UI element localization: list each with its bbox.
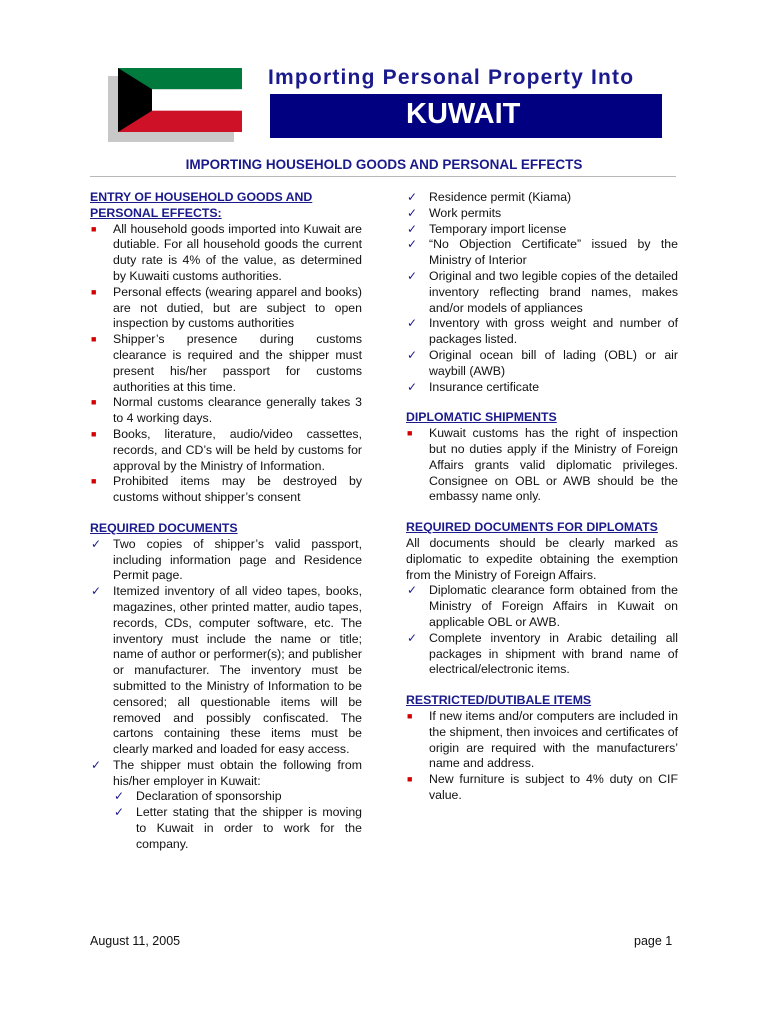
list-item: ■ Personal effects (wearing apparel and books) are not dutied, but are subject to open inspection by customs authorities [91, 284, 362, 331]
list-item: ✓ “No Objection Certificate” issued by the Ministry of Interior [407, 237, 678, 268]
list-item: ■ New furniture is subject to 4% duty on CIF value. [407, 772, 678, 802]
checkmark-icon: ✓ [407, 630, 418, 645]
list-item: ■ All household goods imported into Kuwait are dutiable. For all household goods the current duty rate is 4% of the value, as determined by Kuwaiti customs authorities. [91, 221, 362, 283]
bullet-square-icon: ■ [91, 223, 97, 234]
checkmark-icon: ✓ [91, 536, 102, 551]
checkmark-icon: ✓ [407, 583, 418, 598]
required-documents-list [90, 537, 362, 790]
diplomats-intro: All documents should be clearly marked as diplomatic to expedite obtaining the exemption from the Ministry of Foreign Affairs. [406, 535, 678, 582]
list-item: ✓ Original ocean bill of lading (OBL) or air waybill (AWB) [407, 347, 678, 378]
checkmark-icon: ✓ [407, 237, 418, 252]
required-documents-heading: REQUIRED DOCUMENTS [90, 520, 238, 535]
title-line-2: KUWAIT [406, 98, 521, 130]
list-item: ■ If new items and/or computers are included in the shipment, then invoices and certificates of origin are required with the manufacturers’ name and address. [407, 708, 678, 771]
checkmark-icon: ✓ [407, 316, 418, 331]
left-column [90, 190, 362, 853]
bullet-square-icon: ■ [407, 710, 413, 721]
title-banner [270, 94, 662, 138]
bullet-square-icon: ■ [91, 334, 97, 345]
bullet-square-icon: ■ [91, 397, 97, 408]
list-item: ✓ Two copies of shipper’s valid passport, including information page and Residence Permit page. [91, 536, 362, 583]
checkmark-icon: ✓ [407, 205, 418, 220]
list-item: ■ Normal customs clearance generally takes 3 to 4 working days. [91, 395, 362, 426]
footer-page-number: page 1 [634, 934, 673, 948]
checkmark-icon: ✓ [114, 789, 125, 804]
bullet-square-icon: ■ [91, 428, 97, 439]
checkmark-icon: ✓ [407, 190, 418, 204]
list-item: ✓ Diplomatic clearance form obtained from the Ministry of Foreign Affairs in Kuwait on applicable OBL or AWB. [407, 583, 678, 629]
checkmark-icon: ✓ [114, 805, 125, 820]
employer-sublist [90, 789, 362, 852]
list-item: ✓ Temporary import license [407, 221, 567, 236]
flag-image [118, 68, 242, 132]
list-item: ■ Books, literature, audio/video cassettes, records, and CD’s will be held by customs for approval by the Ministry of Information. [91, 426, 362, 473]
checkmark-icon: ✓ [91, 757, 102, 772]
checkmark-icon: ✓ [407, 379, 418, 394]
entry-list [90, 222, 362, 506]
list-item: ✓ The shipper must obtain the following from his/her employer in Kuwait: [91, 757, 362, 788]
list-item: ✓ Complete inventory in Arabic detailing all packages in shipment with brand name of electrical/electronic items. [407, 630, 678, 677]
bullet-square-icon: ■ [407, 428, 413, 439]
list-item: ■ Kuwait customs has the right of inspection but no duties apply if the Ministry of Foreign Affairs grants valid diplomatic privileges. Consignee on OBL or AWB should be the embassy name only. [407, 426, 678, 504]
checkmark-icon: ✓ [407, 347, 418, 362]
list-item: ✓ Letter stating that the shipper is moving to Kuwait in order to work for the company. [114, 805, 362, 851]
right-column [406, 190, 678, 804]
footer-date: August 11, 2005 [90, 934, 181, 948]
diplomats-documents-list [406, 583, 678, 678]
checkmark-icon: ✓ [407, 221, 418, 236]
header-divider [90, 176, 676, 177]
restricted-items-list [406, 709, 678, 804]
list-item: ■ Prohibited items may be destroyed by customs without shipper’s consent [91, 474, 362, 505]
bullet-square-icon: ■ [91, 476, 97, 487]
diplomatic-shipments-list [406, 426, 678, 505]
required-documents-continued-list [406, 190, 678, 395]
restricted-items-heading: RESTRICTED/DUTIBALE ITEMS [406, 693, 592, 708]
list-item: ✓ Declaration of sponsorship [114, 789, 282, 804]
list-item: ■ Shipper’s presence during customs clearance is required and the shipper must present his/her passport for customs authorities at this time. [91, 332, 362, 394]
list-item: ✓ Inventory with gross weight and number of packages listed. [407, 316, 678, 347]
entry-heading: ENTRY OF HOUSEHOLD GOODS AND PERSONAL EFFECTS: [90, 190, 313, 220]
kuwait-flag [108, 68, 244, 142]
checkmark-icon: ✓ [91, 584, 102, 599]
list-item: ✓ Work permits [407, 205, 502, 220]
list-item: ✓ Insurance certificate [407, 379, 540, 394]
bullet-square-icon: ■ [91, 286, 97, 297]
list-item: ✓ Itemized inventory of all video tapes, books, magazines, other printed matter, audio tapes, records, CDs, computer software, etc. The inventory must include the name or title; name of author or performer(s); and publisher or manufacturer. The inventory must be submitted to the Ministry of Information to be censored; all questionable items will be removed and possibly confiscated. The cartons containing these items must be clearly marked and loaded for easy access. [91, 584, 362, 757]
checkmark-icon: ✓ [407, 268, 418, 283]
section-subtitle: IMPORTING HOUSEHOLD GOODS AND PERSONAL EFFECTS [185, 157, 583, 172]
list-item: ✓ Residence permit (Kiama) [407, 190, 572, 204]
list-item: ✓ Original and two legible copies of the detailed inventory reflecting brand names, makes and/or models of appliances [407, 268, 678, 315]
diplomatic-shipments-heading: DIPLOMATIC SHIPMENTS [406, 410, 557, 425]
title-line-1: Importing Personal Property Into [268, 66, 635, 89]
diplomats-documents-heading: REQUIRED DOCUMENTS FOR DIPLOMATS [406, 520, 658, 535]
bullet-square-icon: ■ [407, 774, 413, 785]
